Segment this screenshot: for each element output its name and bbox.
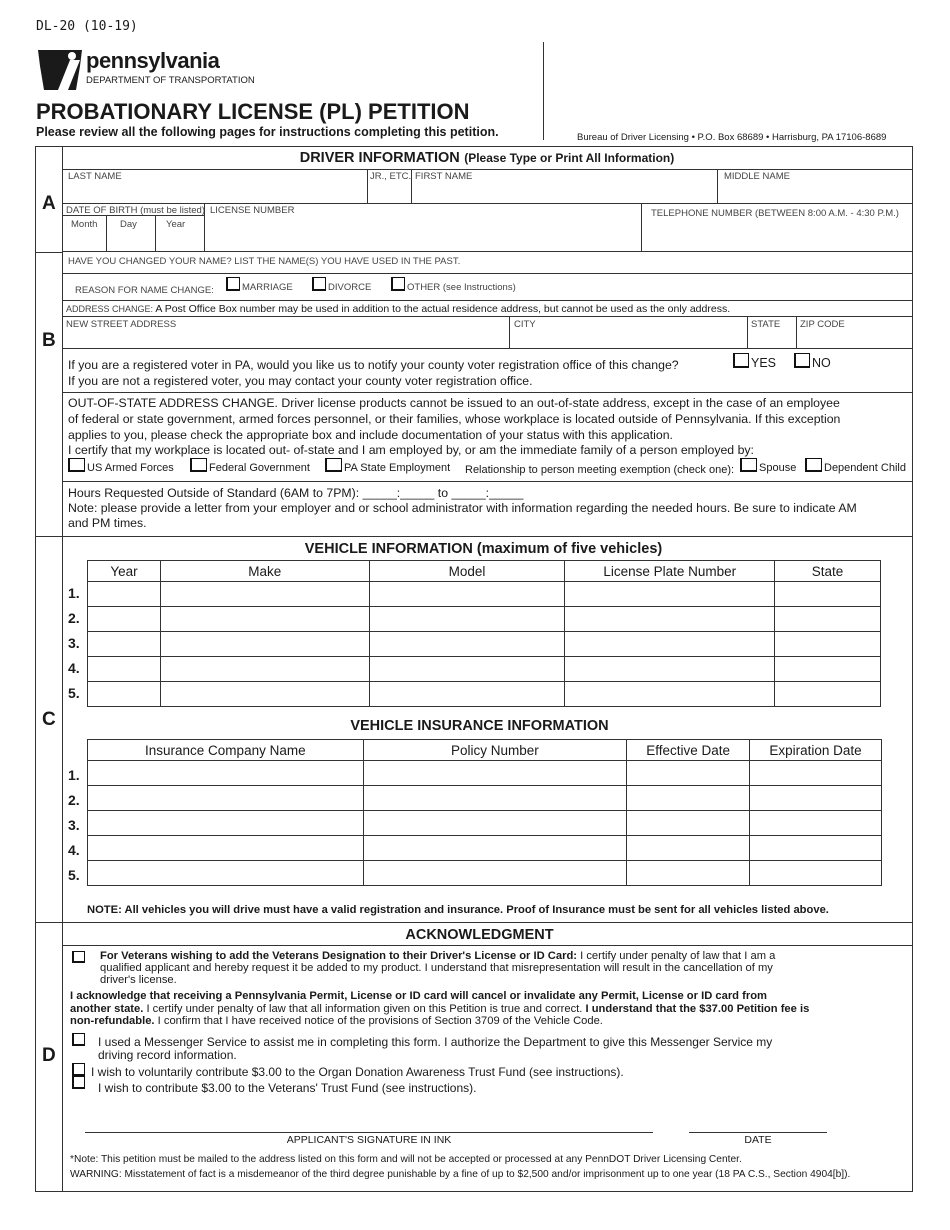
insurance-col-company: Insurance Company Name: [88, 740, 364, 761]
telephone-label: TELEPHONE NUMBER (BETWEEN 8:00 A.M. - 4:30 P.M.): [651, 208, 899, 219]
insurance-row-number: 4.: [68, 842, 80, 858]
mailing-note: *Note: This petition must be mailed to the address listed on this form and will not be accepted or processed at any PennDOT Driver Licensing Center.: [70, 1154, 742, 1165]
voter-yes-checkbox[interactable]: [733, 353, 749, 368]
voter-yes-option[interactable]: YES: [733, 353, 776, 370]
first-name-field[interactable]: [412, 170, 717, 203]
vehicle-cell[interactable]: [160, 632, 369, 657]
table-row: [88, 582, 881, 607]
hours-note-1: Note: please provide a letter from your employer and or school administrator with information regarding the needed hours. Be sure to indicate AM: [68, 501, 857, 515]
vehicle-cell[interactable]: [88, 632, 161, 657]
vehicle-col-make: Make: [160, 561, 369, 582]
vehicle-cell[interactable]: [160, 682, 369, 707]
warning-note: WARNING: Misstatement of fact is a misdemeanor of the third degree punishable by a fine of up to $2,500 and/or imprisonment up to one year (18 PA C.S., Section 4904[b]).: [70, 1169, 851, 1180]
vehicle-cell[interactable]: [565, 657, 775, 682]
vehicle-row-number: 2.: [68, 610, 80, 626]
vehicle-cell[interactable]: [565, 682, 775, 707]
vehicle-row-number: 1.: [68, 585, 80, 601]
zip-field[interactable]: [797, 330, 912, 347]
organ-donation-text: I wish to voluntarily contribute $3.00 to the Organ Donation Awareness Trust Fund (see instructions).: [91, 1065, 624, 1079]
name-change-question: HAVE YOU CHANGED YOUR NAME? LIST THE NAME(S) YOU HAVE USED IN THE PAST.: [68, 256, 461, 267]
page-title: PROBATIONARY LICENSE (PL) PETITION: [36, 99, 470, 124]
vehicle-cell[interactable]: [775, 607, 881, 632]
vehicle-cell[interactable]: [160, 657, 369, 682]
section-letter-b: B: [42, 330, 56, 351]
keystone-icon: [36, 46, 84, 92]
insurance-cell[interactable]: [750, 761, 882, 786]
organ-donation-checkbox[interactable]: [72, 1063, 85, 1076]
vehicle-cell[interactable]: [88, 657, 161, 682]
insurance-cell[interactable]: [363, 786, 627, 811]
vehicle-table: [87, 560, 881, 707]
vehicle-cell[interactable]: [565, 607, 775, 632]
telephone-field[interactable]: [642, 220, 912, 250]
vehicle-cell[interactable]: [88, 582, 161, 607]
dob-label: DATE OF BIRTH (must be listed): [66, 205, 206, 216]
insurance-note: NOTE: All vehicles you will drive must have a valid registration and insurance. Proof of Insurance must be sent for all vehicles listed above.: [87, 904, 829, 916]
table-row: [88, 836, 882, 861]
vehicle-cell[interactable]: [160, 582, 369, 607]
insurance-row-number: 2.: [68, 792, 80, 808]
dob-month-field[interactable]: [63, 230, 105, 250]
messenger-text: I used a Messenger Service to assist me in completing this form. I authorize the Department to give this Messenger Service my driving record information.: [98, 1035, 773, 1062]
table-row: [88, 786, 882, 811]
insurance-cell[interactable]: [88, 811, 364, 836]
voter-question: If you are a registered voter in PA, would you like us to notify your county voter registration office of this change?: [68, 358, 679, 372]
dob-day-label: Day: [120, 219, 137, 230]
other-checkbox[interactable]: [391, 277, 405, 291]
state-label: STATE: [751, 319, 781, 330]
date-label: DATE: [744, 1134, 772, 1146]
insurance-cell[interactable]: [627, 861, 750, 886]
city-field[interactable]: [510, 330, 746, 347]
hours-requested: Hours Requested Outside of Standard (6AM to 7PM): _____:_____ to _____:_____: [68, 486, 524, 500]
spouse-checkbox[interactable]: [740, 458, 757, 472]
vehicle-cell[interactable]: [160, 607, 369, 632]
insurance-row-number: 1.: [68, 767, 80, 783]
divorce-checkbox[interactable]: [312, 277, 326, 291]
signature-label: APPLICANT'S SIGNATURE IN INK: [286, 1134, 452, 1146]
veterans-text: For Veterans wishing to add the Veterans Designation to their Driver's License or ID Card: I certify under penalty of law that I am a qualified applicant and hereby request it be added to my product. I understand that misrepresentation will result in the cancellation of my driver's license.: [100, 950, 776, 986]
table-row: [88, 811, 882, 836]
insurance-cell[interactable]: [88, 761, 364, 786]
insurance-cell[interactable]: [363, 761, 627, 786]
reason-label: REASON FOR NAME CHANGE:: [75, 285, 214, 296]
insurance-cell[interactable]: [750, 861, 882, 886]
vehicle-col-plate: License Plate Number: [565, 561, 775, 582]
vehicle-cell[interactable]: [369, 607, 565, 632]
vehicle-cell[interactable]: [775, 657, 881, 682]
street-label: NEW STREET ADDRESS: [66, 319, 177, 330]
dependent-checkbox[interactable]: [805, 458, 822, 472]
street-field[interactable]: [63, 330, 508, 347]
marriage-option[interactable]: MARRIAGE: [226, 277, 293, 293]
insurance-cell[interactable]: [363, 811, 627, 836]
driver-info-heading: DRIVER INFORMATION (Please Type or Print All Information): [299, 150, 675, 166]
insurance-cell[interactable]: [363, 861, 627, 886]
insurance-table: [87, 739, 882, 886]
vehicle-cell[interactable]: [565, 632, 775, 657]
bureau-address: Bureau of Driver Licensing • P.O. Box 68689 • Harrisburg, PA 17106-8689: [577, 132, 887, 143]
insurance-cell[interactable]: [88, 861, 364, 886]
jr-etc-label: JR., ETC.: [370, 171, 412, 182]
address-change-note: ADDRESS CHANGE: A Post Office Box number may be used in addition to the actual residence address, but cannot be used as the only address.: [66, 303, 731, 315]
section-letter-d: D: [42, 1045, 56, 1066]
vehicle-cell[interactable]: [565, 582, 775, 607]
insurance-row-number: 5.: [68, 867, 80, 883]
vehicle-cell[interactable]: [369, 682, 565, 707]
city-label: CITY: [514, 319, 536, 330]
page-subtitle: Please review all the following pages for instructions completing this petition.: [36, 125, 499, 139]
last-name-field[interactable]: [62, 170, 367, 203]
ack-heading: ACKNOWLEDGMENT: [405, 927, 554, 943]
vehicle-cell[interactable]: [369, 582, 565, 607]
dob-month-label: Month: [71, 219, 98, 230]
insurance-cell[interactable]: [627, 786, 750, 811]
vehicle-row-number: 4.: [68, 660, 80, 676]
vehicle-cell[interactable]: [775, 582, 881, 607]
insurance-cell[interactable]: [627, 836, 750, 861]
voter-no-checkbox[interactable]: [794, 353, 810, 368]
state-field[interactable]: [748, 330, 795, 347]
spouse-option[interactable]: Spouse: [740, 458, 796, 474]
table-row: [88, 682, 881, 707]
table-row: [88, 632, 881, 657]
license-number-label: LICENSE NUMBER: [210, 205, 295, 216]
oos-line-3: applies to you, please check the appropriate box and include documentation of your status with this application.: [68, 428, 673, 442]
vehicle-cell[interactable]: [775, 682, 881, 707]
signature-field[interactable]: [85, 1112, 653, 1133]
armed-forces-checkbox[interactable]: [68, 458, 85, 472]
vehicle-cell[interactable]: [369, 632, 565, 657]
insurance-col-effective: Effective Date: [627, 740, 750, 761]
veterans-designation-checkbox[interactable]: [72, 951, 85, 963]
oos-line-1: OUT-OF-STATE ADDRESS CHANGE. Driver license products cannot be issued to an out-of-state address, except in the case of an employee: [68, 396, 840, 410]
hours-note-2: and PM times.: [68, 516, 147, 530]
insurance-heading: VEHICLE INSURANCE INFORMATION: [350, 718, 609, 734]
vehicle-col-state: State: [775, 561, 881, 582]
vehicle-cell[interactable]: [88, 607, 161, 632]
insurance-cell[interactable]: [750, 786, 882, 811]
veterans-fund-checkbox[interactable]: [72, 1076, 85, 1089]
insurance-cell[interactable]: [750, 811, 882, 836]
dependent-option[interactable]: Dependent Child: [805, 458, 906, 474]
penndot-logo: [36, 46, 256, 92]
insurance-cell[interactable]: [750, 836, 882, 861]
insurance-row-number: 3.: [68, 817, 80, 833]
vehicle-cell[interactable]: [369, 657, 565, 682]
vehicle-heading: VEHICLE INFORMATION (maximum of five vehicles): [304, 541, 663, 557]
middle-name-label: MIDDLE NAME: [724, 171, 790, 182]
vehicle-row-number: 5.: [68, 685, 80, 701]
dob-day-field[interactable]: [107, 230, 154, 250]
table-row: [88, 607, 881, 632]
insurance-cell[interactable]: [88, 836, 364, 861]
divorce-option[interactable]: DIVORCE: [312, 277, 371, 293]
veterans-fund-text: I wish to contribute $3.00 to the Veterans' Trust Fund (see instructions).: [98, 1081, 477, 1095]
pa-state-option[interactable]: PA State Employment: [325, 458, 450, 474]
vehicle-cell[interactable]: [775, 632, 881, 657]
section-letter-a: A: [42, 193, 56, 214]
armed-forces-option[interactable]: US Armed Forces: [68, 458, 174, 474]
voter-no-option[interactable]: NO: [794, 353, 831, 370]
dob-year-label: Year: [166, 219, 186, 230]
insurance-cell[interactable]: [627, 811, 750, 836]
zip-label: ZIP CODE: [800, 319, 845, 330]
insurance-cell[interactable]: [627, 761, 750, 786]
form-code: DL-20 (10-19): [36, 19, 138, 34]
other-option[interactable]: OTHER (see Instructions): [391, 277, 516, 293]
marriage-checkbox[interactable]: [226, 277, 240, 291]
relationship-label: Relationship to person meeting exemption (check one):: [465, 464, 735, 476]
voter-note: If you are not a registered voter, you may contact your county voter registration office.: [68, 374, 533, 388]
table-row: [88, 761, 882, 786]
table-row: [88, 657, 881, 682]
vehicle-col-year: Year: [88, 561, 161, 582]
suffix-field[interactable]: [368, 170, 411, 203]
oos-line-4: I certify that my workplace is located out- of-state and I am employed by, or am the immediate family of a person employed by:: [68, 443, 754, 457]
federal-option[interactable]: Federal Government: [190, 458, 310, 474]
logo-dept: DEPARTMENT OF TRANSPORTATION: [86, 75, 255, 86]
oos-line-2: of federal or state government, armed forces personnel, or their families, whose workplace is located outside of Pennsylvania. If this exception: [68, 412, 841, 426]
dob-year-field[interactable]: [156, 230, 203, 250]
insurance-col-policy: Policy Number: [363, 740, 627, 761]
logo-name: pennsylvania: [86, 48, 220, 73]
last-name-label: LAST NAME: [68, 171, 122, 182]
middle-name-field[interactable]: [718, 170, 912, 203]
insurance-cell[interactable]: [88, 786, 364, 811]
section-letter-c: C: [42, 709, 56, 730]
table-row: [88, 861, 882, 886]
vehicle-row-number: 3.: [68, 635, 80, 651]
date-field[interactable]: [689, 1112, 827, 1133]
vehicle-cell[interactable]: [88, 682, 161, 707]
federal-checkbox[interactable]: [190, 458, 207, 472]
pa-state-checkbox[interactable]: [325, 458, 342, 472]
insurance-col-expiration: Expiration Date: [750, 740, 882, 761]
license-number-field[interactable]: [205, 218, 641, 250]
first-name-label: FIRST NAME: [415, 171, 473, 182]
vehicle-col-model: Model: [369, 561, 565, 582]
insurance-cell[interactable]: [363, 836, 627, 861]
messenger-checkbox[interactable]: [72, 1033, 85, 1046]
acknowledgment-text: I acknowledge that receiving a Pennsylvania Permit, License or ID card will cancel or invalidate any Permit, License or ID card from another state. I certify under penalty of law that all information given on this Petition is true and correct. I understand that the $37.00 Petition fee is non-refundable. I confirm that I have received notice of the provisions of Section 3709 of the Vehicle Code.: [70, 990, 810, 1027]
